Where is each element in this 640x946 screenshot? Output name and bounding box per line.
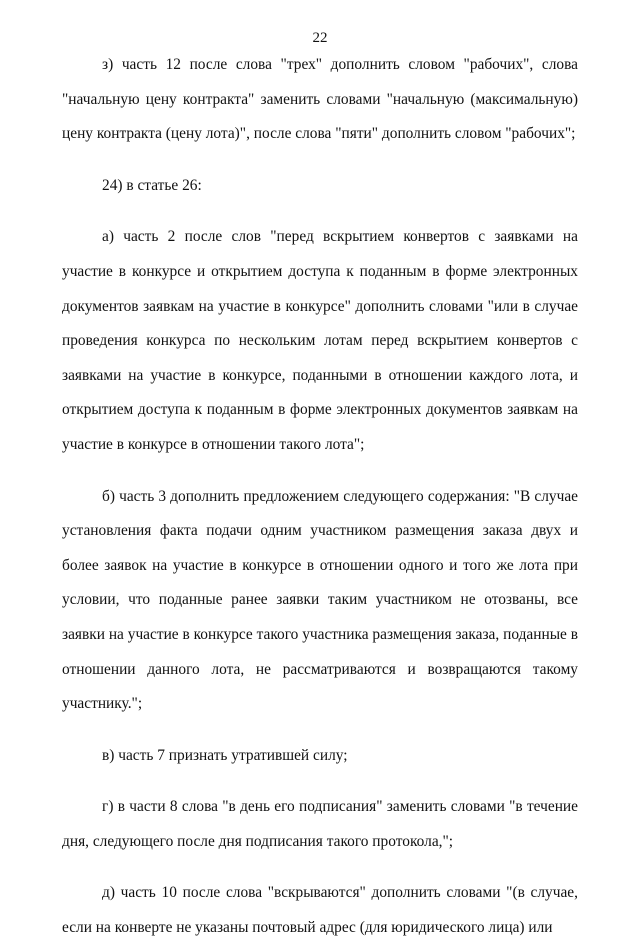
- paragraph-24-article-26: 24) в статье 26:: [102, 176, 202, 194]
- document-body: [62, 48, 578, 946]
- paragraph-v-part-7: в) часть 7 признать утратившей силу;: [102, 746, 348, 764]
- paragraph-g-part-8: г) в части 8 слова "в день его подписания" заменить словами "в течение дня, следующего после дня подписания такого протокола,";: [62, 798, 578, 850]
- paragraph-z-part-12: з) часть 12 после слова "трех" дополнить словом "рабочих", слова "начальную цену контракта" заменить словами "начальную (максимальную) цену контракта (цену лота)", после слова "пяти" дополнить словом "рабочих";: [62, 56, 578, 143]
- paragraph-d-part-10: д) часть 10 после слова "вскрываются" дополнить словами "(в случае, если на конверте не указаны почтовый адрес (для юридического лица) или: [62, 884, 578, 937]
- paragraph-b-part-3: б) часть 3 дополнить предложением следующего содержания: "В случае установления факта подачи одним участником размещения заказа двух и более заявок на участие в конкурсе в отношении одного и того же лота при условии, что поданные ранее заявки таким участником не отозваны, все заявки на участие в конкурсе такого участника размещения заказа, поданные в отношении данного лота, не рассматриваются и возвращаются такому участнику.";: [62, 487, 578, 713]
- paragraph-a-part-2: а) часть 2 после слов "перед вскрытием конвертов с заявками на участие в конкурсе и открытием доступа к поданным в форме электронных документов заявкам на участие в конкурсе" дополнить словами "или в случае проведения конкурса по нескольким лотам перед вскрытием конвертов с заявками на участие в конкурсе, поданными в отношении каждого лота, и открытием доступа к поданным в форме электронных документов заявкам на участие в конкурсе в отношении такого лота";: [62, 228, 578, 453]
- page-number: 22: [312, 30, 328, 46]
